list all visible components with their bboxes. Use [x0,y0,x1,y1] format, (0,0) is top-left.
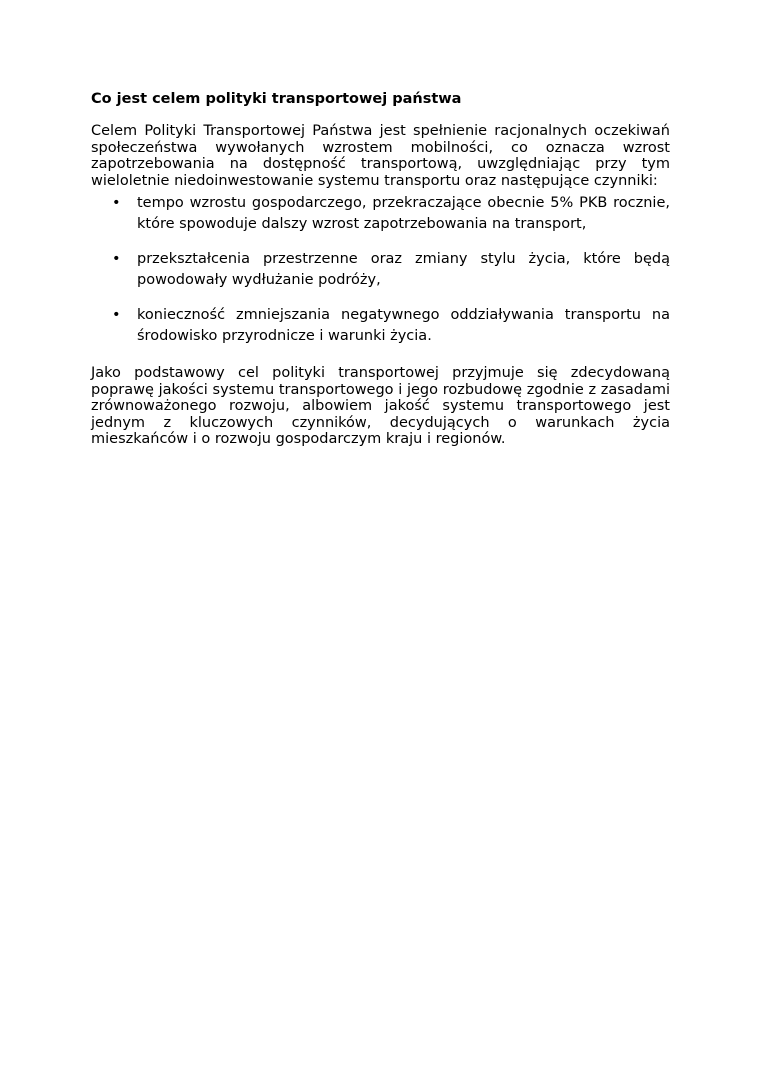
intro-paragraph: Celem Polityki Transportowej Państwa jest spełnienie racjonalnych oczekiwań społeczeństwa wywołanych wzrostem mobilności, co oznacza wzrost zapotrzebowania na dostępność transportową, uwzględniając przy tym wieloletnie niedoinwestowanie systemu transportu oraz następujące czynniki: [91,123,670,189]
bullet-list [91,193,670,347]
bullet-icon: • [112,251,121,267]
document-title: Co jest celem polityki transportowej państwa [91,91,462,107]
bullet-item-environment [91,305,670,347]
closing-paragraph: Jako podstawowy cel polityki transportowej przyjmuje się zdecydowaną poprawę jakości systemu transportowego i jego rozbudowę zgodnie z zasadami zrównoważonego rozwoju, albowiem jakość systemu transportowego jest jednym z kluczowych czynników, decydujących o warunkach życia mieszkańców i o rozwoju gospodarczym kraju i regionów. [91,365,670,447]
bullet-text: tempo wzrostu gospodarczego, przekraczające obecnie 5% PKB rocznie, które spowoduje dalszy wzrost zapotrzebowania na transport, [137,195,670,232]
document-content [91,89,670,448]
bullet-item-spatial-changes [91,249,670,291]
bullet-icon: • [112,307,121,323]
bullet-item-growth [91,193,670,235]
bullet-text: przekształcenia przestrzenne oraz zmiany stylu życia, które będą powodowały wydłużanie podróży, [137,251,670,288]
bullet-text: konieczność zmniejszania negatywnego oddziaływania transportu na środowisko przyrodnicze i warunki życia. [137,307,670,344]
bullet-icon: • [112,195,121,211]
